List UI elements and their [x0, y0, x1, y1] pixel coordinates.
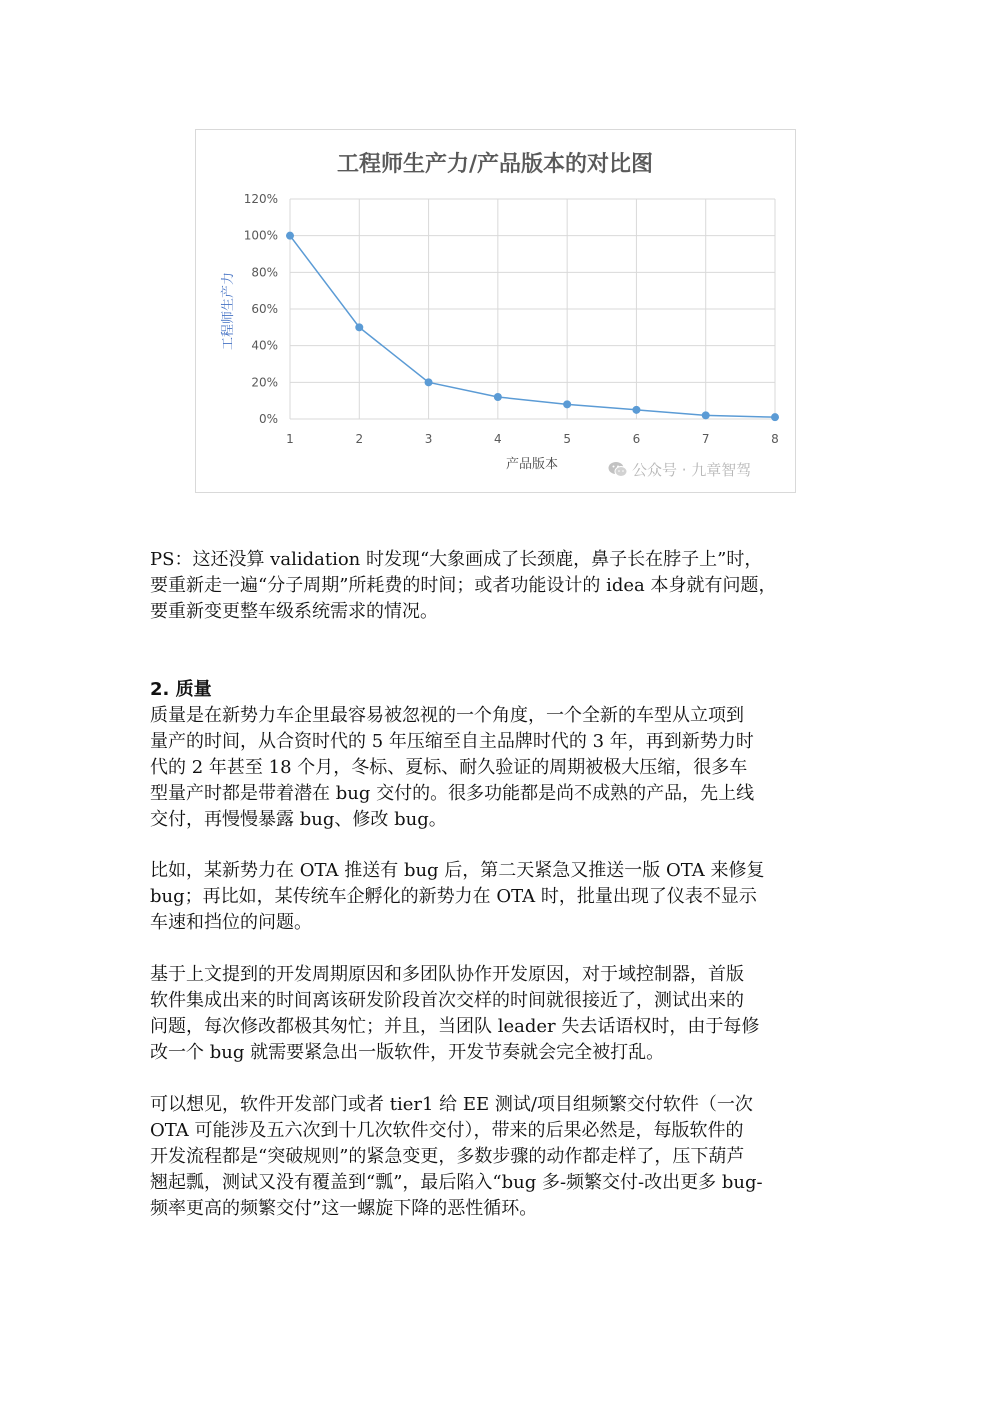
paragraph-4: [150, 1092, 855, 1222]
paragraph-2: [150, 858, 855, 936]
x-axis-label: 产品版本: [505, 457, 559, 472]
paragraph-line: 代的 2 年甚至 18 个月，冬标、夏标、耐久验证的周期被极大压缩，很多车: [150, 757, 748, 778]
paragraph-line: 改一个 bug 就需要紧急出一版软件，开发节奏就会完全被打乱。: [150, 1042, 665, 1063]
y-tick-label: 60%: [251, 302, 278, 316]
data-point: [425, 378, 433, 386]
x-tick-label: 6: [632, 432, 641, 446]
paragraph-line: 开发流程都是“突破规则”的紧急变更，多数步骤的动作都走样了，压下葫芦: [150, 1146, 745, 1167]
watermark-text: 公众号 · 九章智驾: [632, 461, 752, 479]
productivity-chart: [195, 129, 796, 493]
chart-title: 工程师生产力/产品版本的对比图: [336, 152, 654, 177]
y-tick-label: 40%: [251, 338, 278, 353]
paragraph-line: 软件集成出来的时间离该研发阶段首次交样的时间就很接近了，测试出来的: [150, 990, 744, 1011]
paragraph-line: 可以想见，软件开发部门或者 tier1 给 EE 测试/项目组频繁交付软件（一次: [150, 1094, 753, 1115]
data-point: [771, 413, 779, 421]
paragraph-line: 质量是在新势力车企里最容易被忽视的一个角度，一个全新的车型从立项到: [150, 705, 744, 726]
watermark: [608, 459, 751, 482]
data-point: [286, 232, 294, 240]
data-point: [355, 323, 363, 331]
paragraph-line: 频率更高的频繁交付”这一螺旋下降的恶性循环。: [150, 1198, 538, 1219]
paragraph-line: 基于上文提到的开发周期原因和多团队协作开发原因，对于域控制器，首版: [150, 964, 744, 985]
x-tick-label: 8: [771, 432, 779, 446]
paragraph-line: 交付，再慢慢暴露 bug、修改 bug。: [150, 809, 447, 830]
paragraph-1: [150, 703, 855, 833]
x-tick-label: 1: [286, 432, 294, 446]
y-tick-label: 120%: [243, 192, 278, 206]
y-axis-label: 工程师生产力: [221, 271, 236, 351]
y-tick-label: 80%: [251, 265, 278, 280]
y-tick-label: 20%: [251, 375, 278, 390]
wechat-icon: [608, 461, 628, 482]
paragraph-line: 翘起瓢，测试又没有覆盖到“瓢”，最后陷入“bug 多-频繁交付-改出更多 bug-: [150, 1172, 763, 1193]
y-tick-label: 0%: [258, 412, 278, 426]
productivity-series: [286, 232, 779, 422]
line-chart-svg: [196, 130, 795, 492]
ps-note: [150, 547, 855, 625]
x-tick-label: 7: [701, 432, 710, 446]
paragraph-line: 型量产时都是带着潜在 bug 交付的。很多功能都是尚不成熟的产品，先上线: [150, 783, 755, 804]
ps-line: PS：这还没算 validation 时发现“大象画成了长颈鹿，鼻子长在脖子上”时，: [150, 549, 763, 570]
x-tick-label: 4: [494, 432, 502, 446]
data-point: [563, 400, 571, 408]
axis-tick-labels: [244, 192, 779, 446]
paragraph-line: 车速和挡位的问题。: [150, 912, 312, 933]
ps-line: 要重新变更整车级系统需求的情况。: [150, 601, 438, 622]
x-tick-label: 2: [355, 432, 364, 446]
data-point: [632, 406, 640, 414]
x-tick-label: 5: [563, 432, 571, 446]
paragraph-line: 比如，某新势力在 OTA 推送有 bug 后，第二天紧急又推送一版 OTA 来修复: [150, 860, 765, 881]
paragraph-3: [150, 962, 855, 1066]
paragraph-line: OTA 可能涉及五六次到十几次软件交付），带来的后果必然是，每版软件的: [150, 1120, 744, 1141]
section-heading: 2. 质量: [150, 679, 212, 700]
x-tick-label: 3: [424, 432, 433, 446]
data-point: [494, 393, 502, 401]
data-point: [702, 411, 710, 419]
paragraph-line: 问题，每次修改都极其匆忙；并且，当团队 leader 失去话语权时，由于每修: [150, 1016, 760, 1037]
y-tick-label: 100%: [243, 228, 278, 243]
paragraph-line: bug；再比如，某传统车企孵化的新势力在 OTA 时，批量出现了仪表不显示: [150, 886, 757, 907]
ps-line: 要重新走一遍“分子周期”所耗费的时间；或者功能设计的 idea 本身就有问题，: [150, 575, 777, 596]
grid-lines: [290, 199, 775, 419]
paragraph-line: 量产的时间，从合资时代的 5 年压缩至自主品牌时代的 3 年，再到新势力时: [150, 731, 754, 752]
